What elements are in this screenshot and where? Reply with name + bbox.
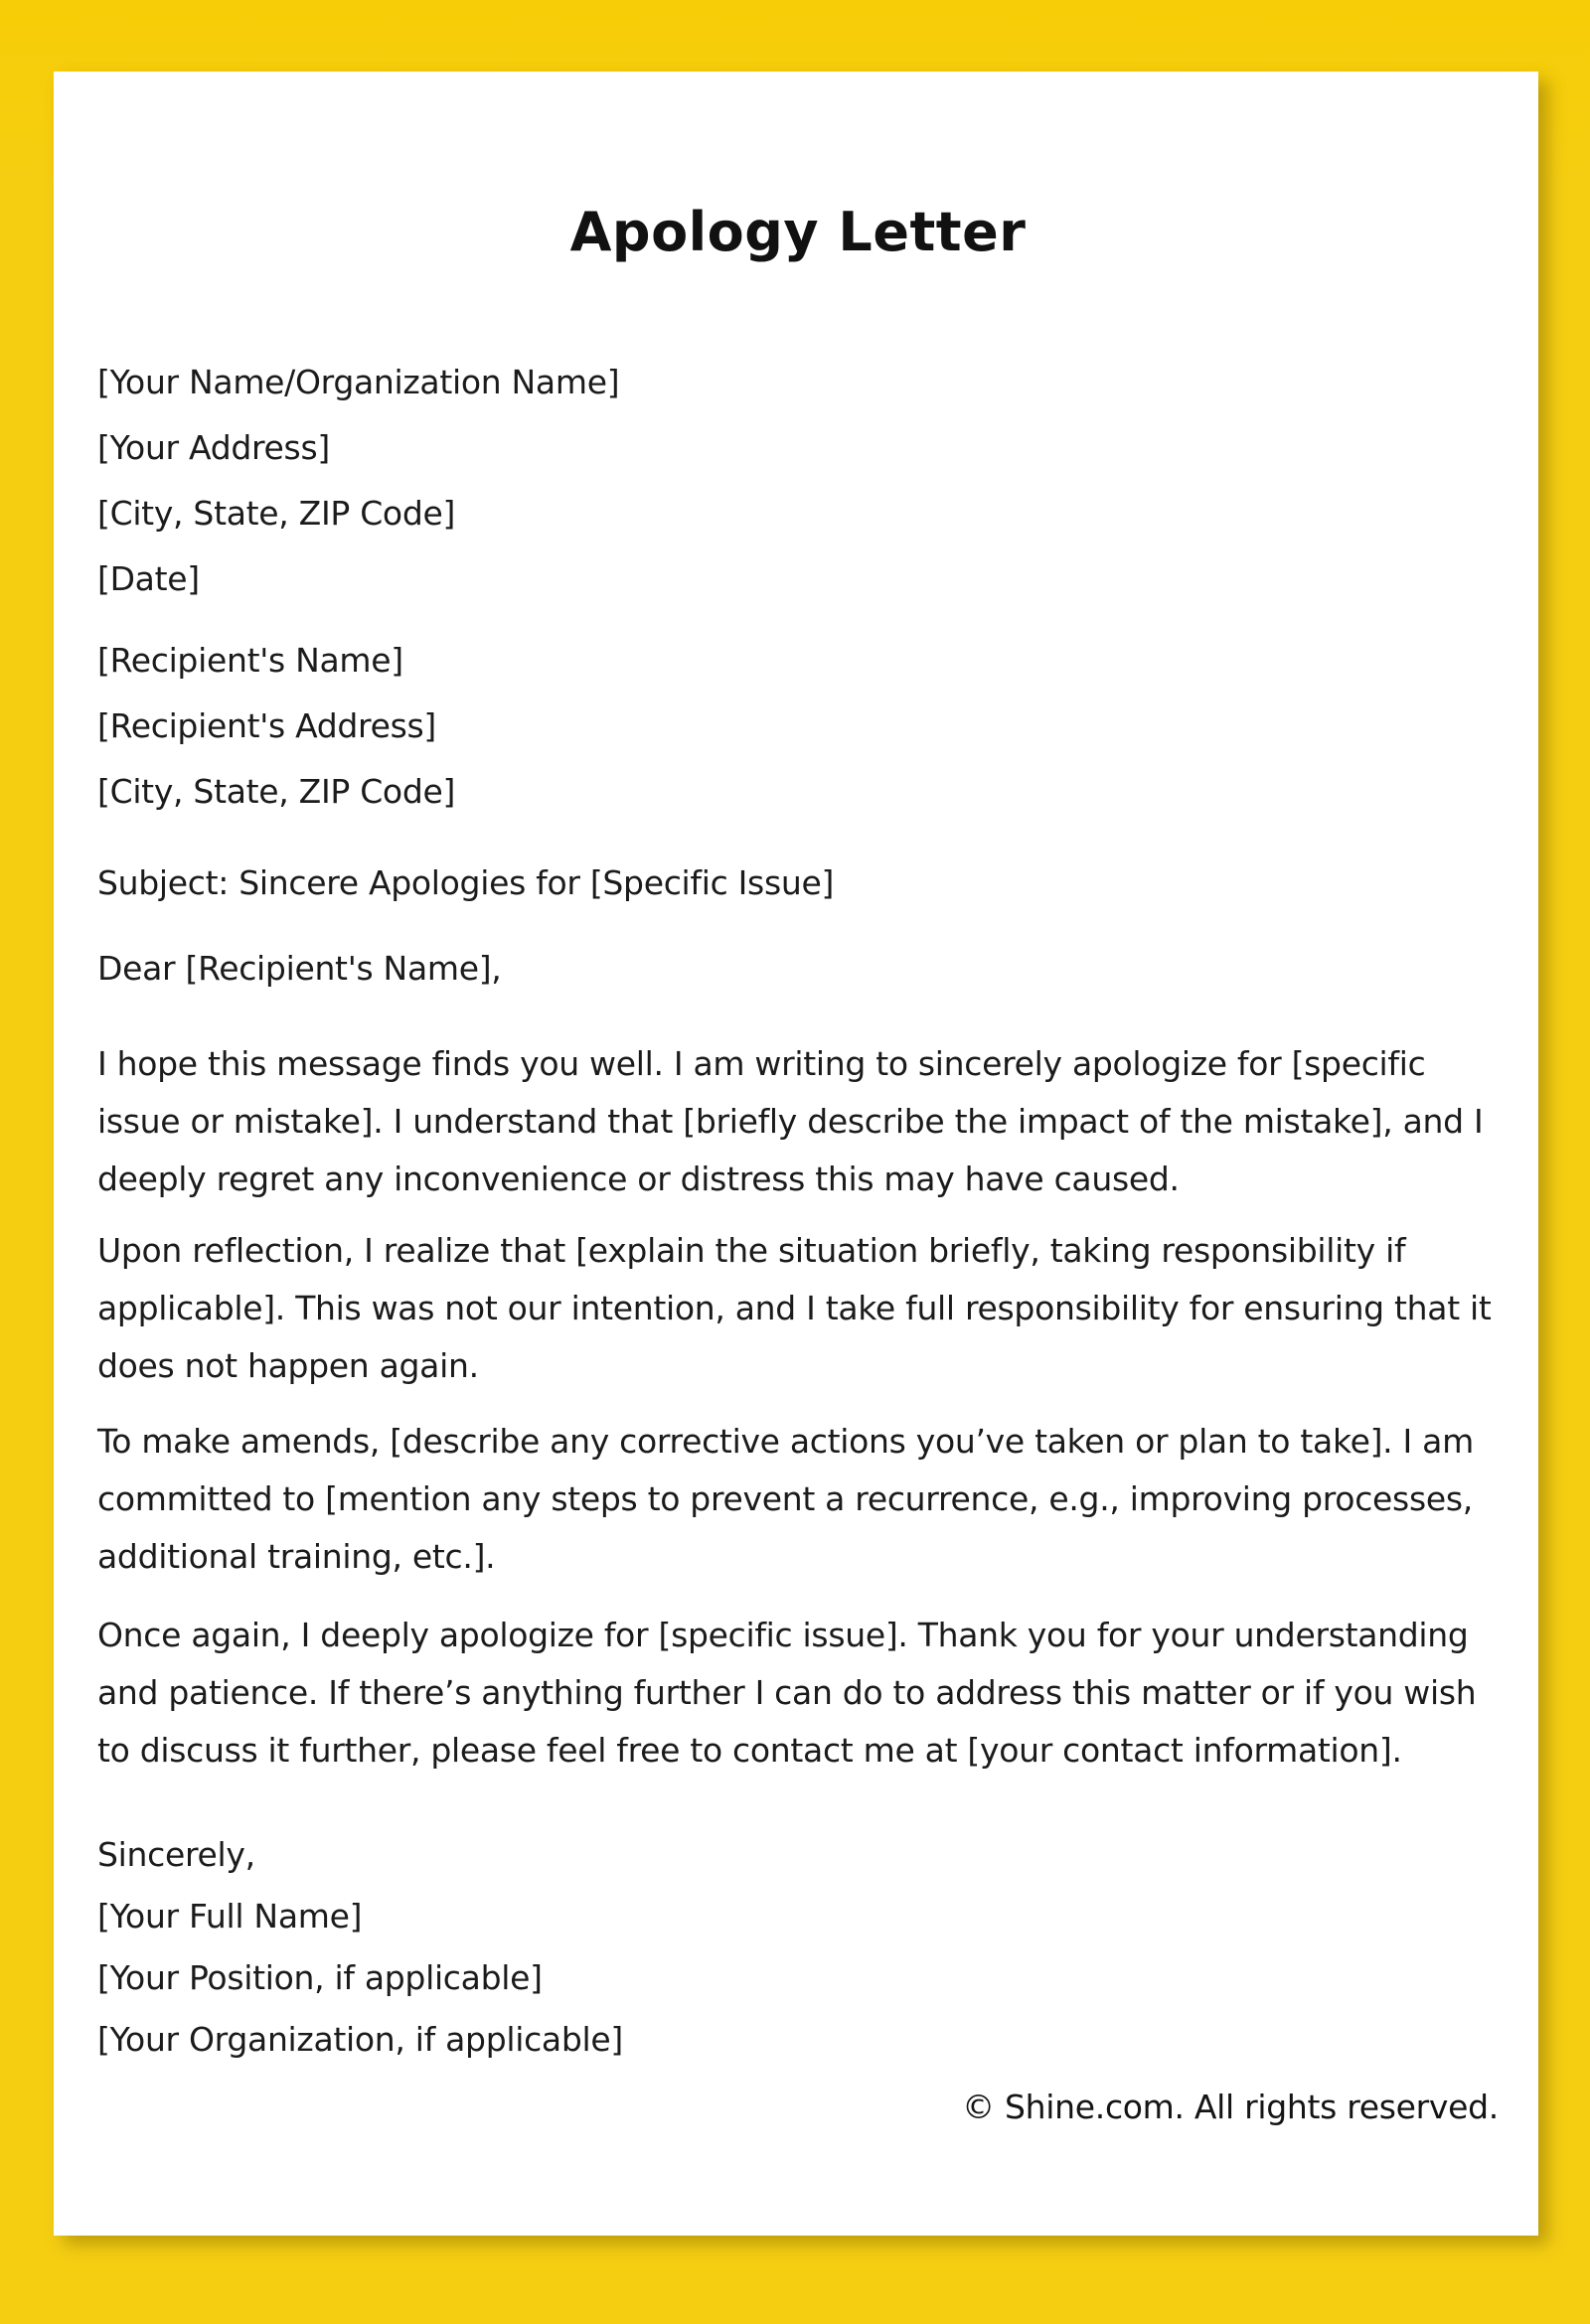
body-paragraph-4: Once again, I deeply apologize for [specific issue]. Thank you for your understanding and patience. If there’s anything further I can do to address this matter or if you wish to discuss it further, please feel free to contact me at [your contact information].	[97, 1616, 1477, 1771]
sender-block	[97, 350, 1499, 612]
subject-line: Subject: Sincere Apologies for [Specific Issue]	[97, 863, 835, 903]
closing-line: Sincerely,	[97, 1835, 255, 1875]
sender-address-line: [Your Address]	[97, 428, 330, 468]
signature-name-line: [Your Full Name]	[97, 1897, 363, 1937]
signature-organization-line: [Your Organization, if applicable]	[97, 2020, 623, 2060]
letter-body	[97, 1035, 1499, 1780]
recipient-block	[97, 628, 1499, 825]
sender-city-line: [City, State, ZIP Code]	[97, 494, 456, 534]
greeting-line: Dear [Recipient's Name],	[97, 949, 502, 989]
signature-position-line: [Your Position, if applicable]	[97, 1958, 543, 1998]
body-paragraph-3: To make amends, [describe any corrective actions you’ve taken or plan to take]. I am committed to [mention any steps to prevent a recurrence, e.g., improving processes, additional training, etc.].	[97, 1422, 1474, 1577]
sender-name-line: [Your Name/Organization Name]	[97, 363, 620, 402]
body-paragraph-1: I hope this message finds you well. I am writing to sincerely apologize for [specific issue or mistake]. I understand that [briefly describe the impact of the mistake], and I deeply regret any inconvenience or distress this may have caused.	[97, 1044, 1484, 1199]
date-line: [Date]	[97, 559, 200, 599]
recipient-name-line: [Recipient's Name]	[97, 641, 403, 681]
letter-paper	[54, 72, 1538, 2236]
body-paragraph-2: Upon reflection, I realize that [explain the situation briefly, taking responsibility if applicable]. This was not our intention, and I take full responsibility for ensuring that it does not happen again.	[97, 1231, 1492, 1386]
letter-title: Apology Letter	[569, 201, 1027, 264]
signature-block	[97, 1824, 1499, 2071]
copyright-notice: © Shine.com. All rights reserved.	[962, 2088, 1499, 2127]
recipient-city-line: [City, State, ZIP Code]	[97, 772, 456, 812]
recipient-address-line: [Recipient's Address]	[97, 706, 436, 746]
